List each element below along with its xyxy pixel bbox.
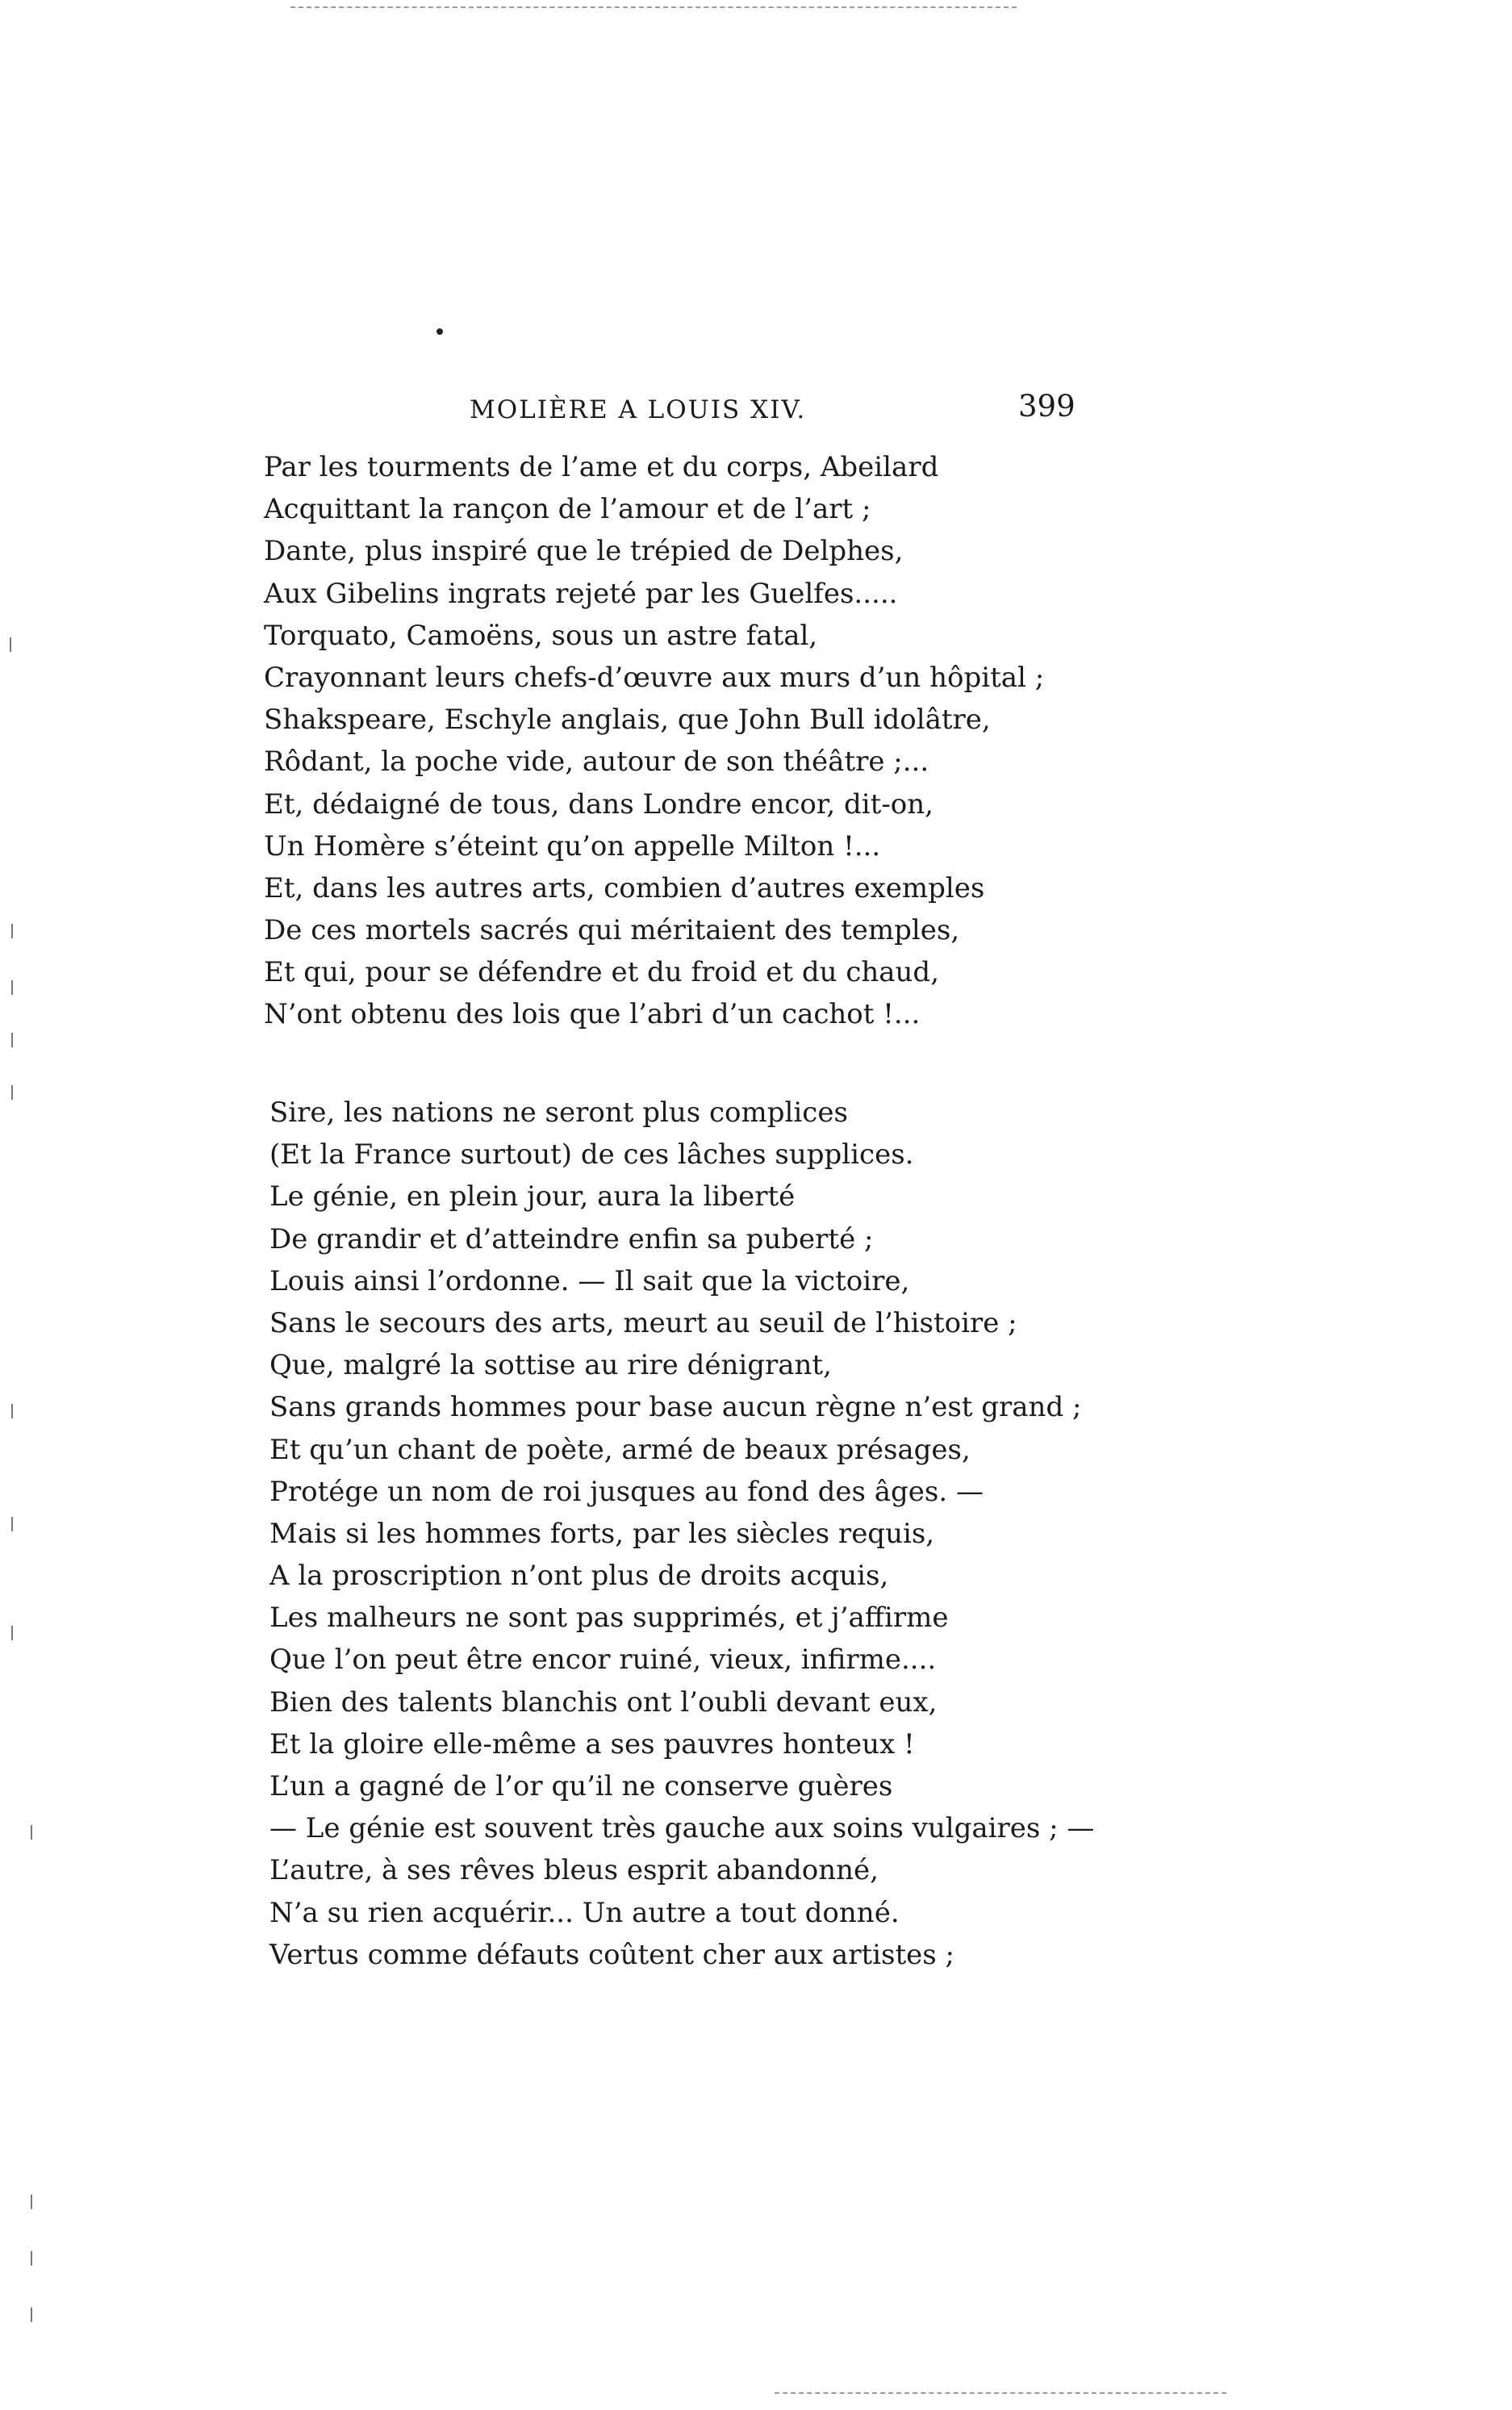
verse-line: Crayonnant leurs chefs-d’œuvre aux murs d’un hôpital ; [264,661,1045,694]
margin-tick [11,924,13,938]
verse-line: Sans le secours des arts, meurt au seuil de l’histoire ; [269,1306,1017,1339]
verse-line: Aux Gibelins ingrats rejeté par les Guelfes..... [264,577,898,610]
verse-line: Par les tourments de l’ame et du corps, Abeilard [264,451,939,483]
margin-tick [31,1825,32,1840]
verse-line: Sans grands hommes pour base aucun règne n’est grand ; [269,1391,1082,1424]
page-number: 399 [1018,389,1076,424]
verse-line: Mais si les hommes forts, par les siècles requis, [269,1517,935,1550]
margin-tick [31,2251,32,2266]
verse-line: Que l’on peut être encor ruiné, vieux, infirme.... [269,1644,937,1677]
margin-tick [31,2195,32,2209]
verse-line: N’ont obtenu des lois que l’abri d’un cachot !... [264,998,921,1031]
verse-line: Torquato, Camoëns, sous un astre fatal, [264,619,818,652]
verse-line: Acquittant la rançon de l’amour et de l’art ; [264,493,871,526]
verse-line: — Le génie est souvent très gauche aux soins vulgaires ; — [269,1812,1095,1845]
verse-line: De grandir et d’atteindre enfin sa puberté ; [269,1222,874,1255]
verse-line: L’autre, à ses rêves bleus esprit abandonné, [269,1854,879,1887]
verse-line: Louis ainsi l’ordonne. — Il sait que la victoire, [269,1264,910,1297]
verse-line: Vertus comme défauts coûtent cher aux artistes ; [269,1938,954,1971]
verse-line: Les malheurs ne sont pas supprimés, et j’affirme [269,1602,949,1635]
verse-line: Protége un nom de roi jusques au fond des âges. — [269,1475,984,1508]
margin-tick [11,1517,13,1531]
margin-tick [31,2308,32,2322]
verse-line: Sire, les nations ne seront plus complices [269,1096,848,1129]
ink-dot [436,328,443,335]
margin-tick [11,1085,13,1100]
verse-line: Rôdant, la poche vide, autour de son théâtre ;... [264,746,929,779]
verse-line: Et qu’un chant de poète, armé de beaux présages, [269,1433,971,1466]
margin-tick [11,1033,13,1047]
margin-tick [11,980,13,995]
margin-tick [11,1404,13,1418]
verse-line: A la proscription n’ont plus de droits acquis, [269,1560,889,1593]
verse-line: Bien des talents blanchis ont l’oubli devant eux, [269,1685,938,1719]
verse-line: Shakspeare, Eschyle anglais, que John Bull idolâtre, [264,704,991,737]
verse-line: Et, dans les autres arts, combien d’autres exemples [264,871,985,904]
verse-line: Et la gloire elle-même a ses pauvres honteux ! [269,1727,915,1761]
margin-tick [10,637,11,652]
running-head: MOLIÈRE A LOUIS XIV. [470,395,807,424]
scan-edge-bottom [775,2392,1226,2394]
verse-line: (Et la France surtout) de ces lâches supplices. [269,1138,914,1172]
verse-line: Que, malgré la sottise au rire dénigrant, [269,1349,832,1382]
margin-tick [11,1626,13,1640]
verse-line: Un Homère s’éteint qu’on appelle Milton !... [264,829,881,863]
verse-line: De ces mortels sacrés qui méritaient des temples, [264,914,960,947]
verse-line: L’un a gagné de l’or qu’il ne conserve guères [269,1770,893,1802]
verse-line: N’a su rien acquérir... Un autre a tout donné. [269,1896,900,1929]
verse-line: Et, dédaigné de tous, dans Londre encor, dit-on, [264,787,934,821]
poem-stanza-1 [264,446,1044,1036]
poem-stanza-2 [269,1092,1094,1976]
verse-line: Dante, plus inspiré que le trépied de Delphes, [264,535,904,568]
verse-line: Et qui, pour se défendre et du froid et du chaud, [264,956,940,989]
scan-edge-top [290,6,1017,8]
verse-line: Le génie, en plein jour, aura la liberté [269,1180,796,1213]
